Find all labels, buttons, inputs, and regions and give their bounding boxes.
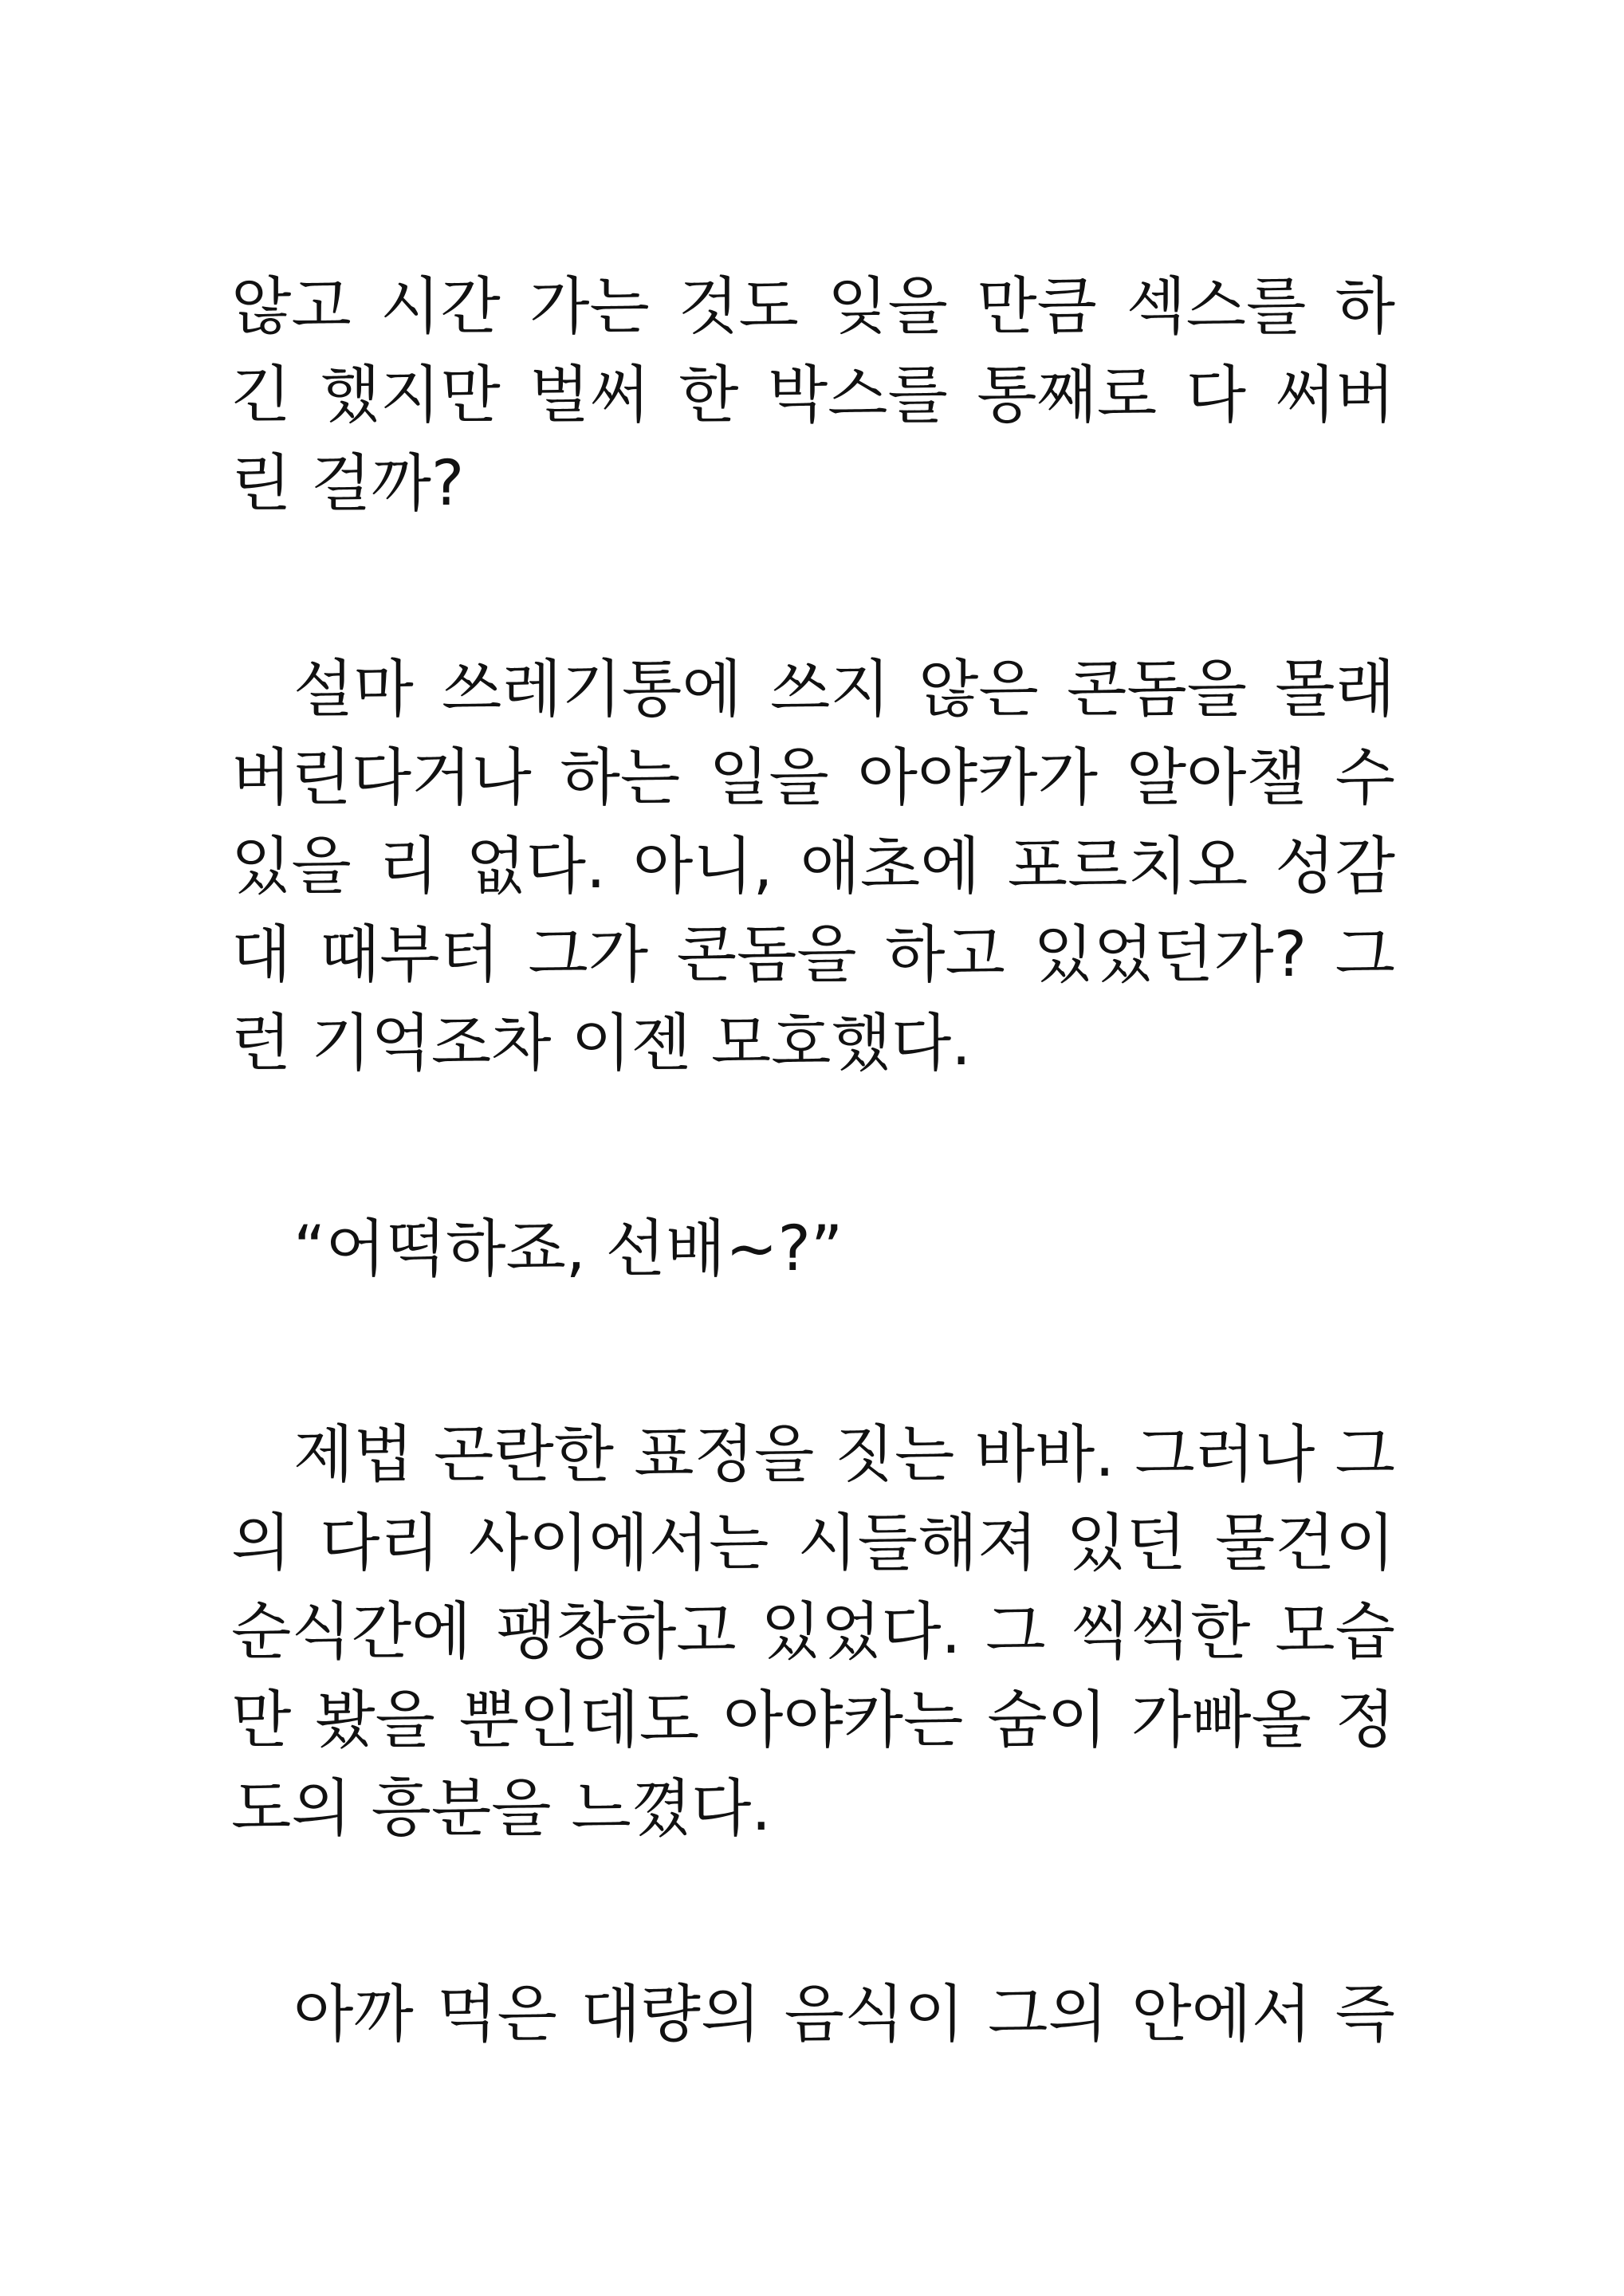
text-line: 린 걸까? [231,448,465,520]
text-line: 있을 리 없다. 아니, 애초에 포르치오 성감 [231,831,1395,902]
text-line: 설마 쓰레기통에 쓰지 않은 콘돔을 몰래 [293,654,1395,725]
text-line: 제법 곤란한 표정을 짓는 바바. 그러나 그 [293,1419,1395,1491]
text-line: 만 봤을 뿐인데도 아야카는 숨이 가빠올 정 [231,1685,1395,1756]
text-line: “어떡하죠, 선배~?” [293,1213,843,1285]
text-line: 긴 했지만 벌써 한 박스를 통째로 다 써버 [231,360,1395,431]
text-line: 대 때부터 그가 콘돔을 하고 있었던가? 그 [231,919,1395,991]
text-line: 도의 흥분을 느꼈다. [231,1773,772,1845]
text-line: 순식간에 팽창하고 있었다. 그 씩씩한 모습 [231,1596,1395,1668]
text-line: 의 다리 사이에서는 시들해져 있던 물건이 [231,1508,1395,1579]
text-line: 아까 먹은 대량의 음식이 그의 안에서 즉 [293,1979,1395,2050]
text-line: 런 기억조차 이젠 모호했다. [231,1008,972,1079]
text-line: 않고 시간 가는 것도 잊을 만큼 섹스를 하 [231,271,1395,343]
text-line: 버린다거나 하는 일을 아야카가 알아챌 수 [231,742,1395,814]
